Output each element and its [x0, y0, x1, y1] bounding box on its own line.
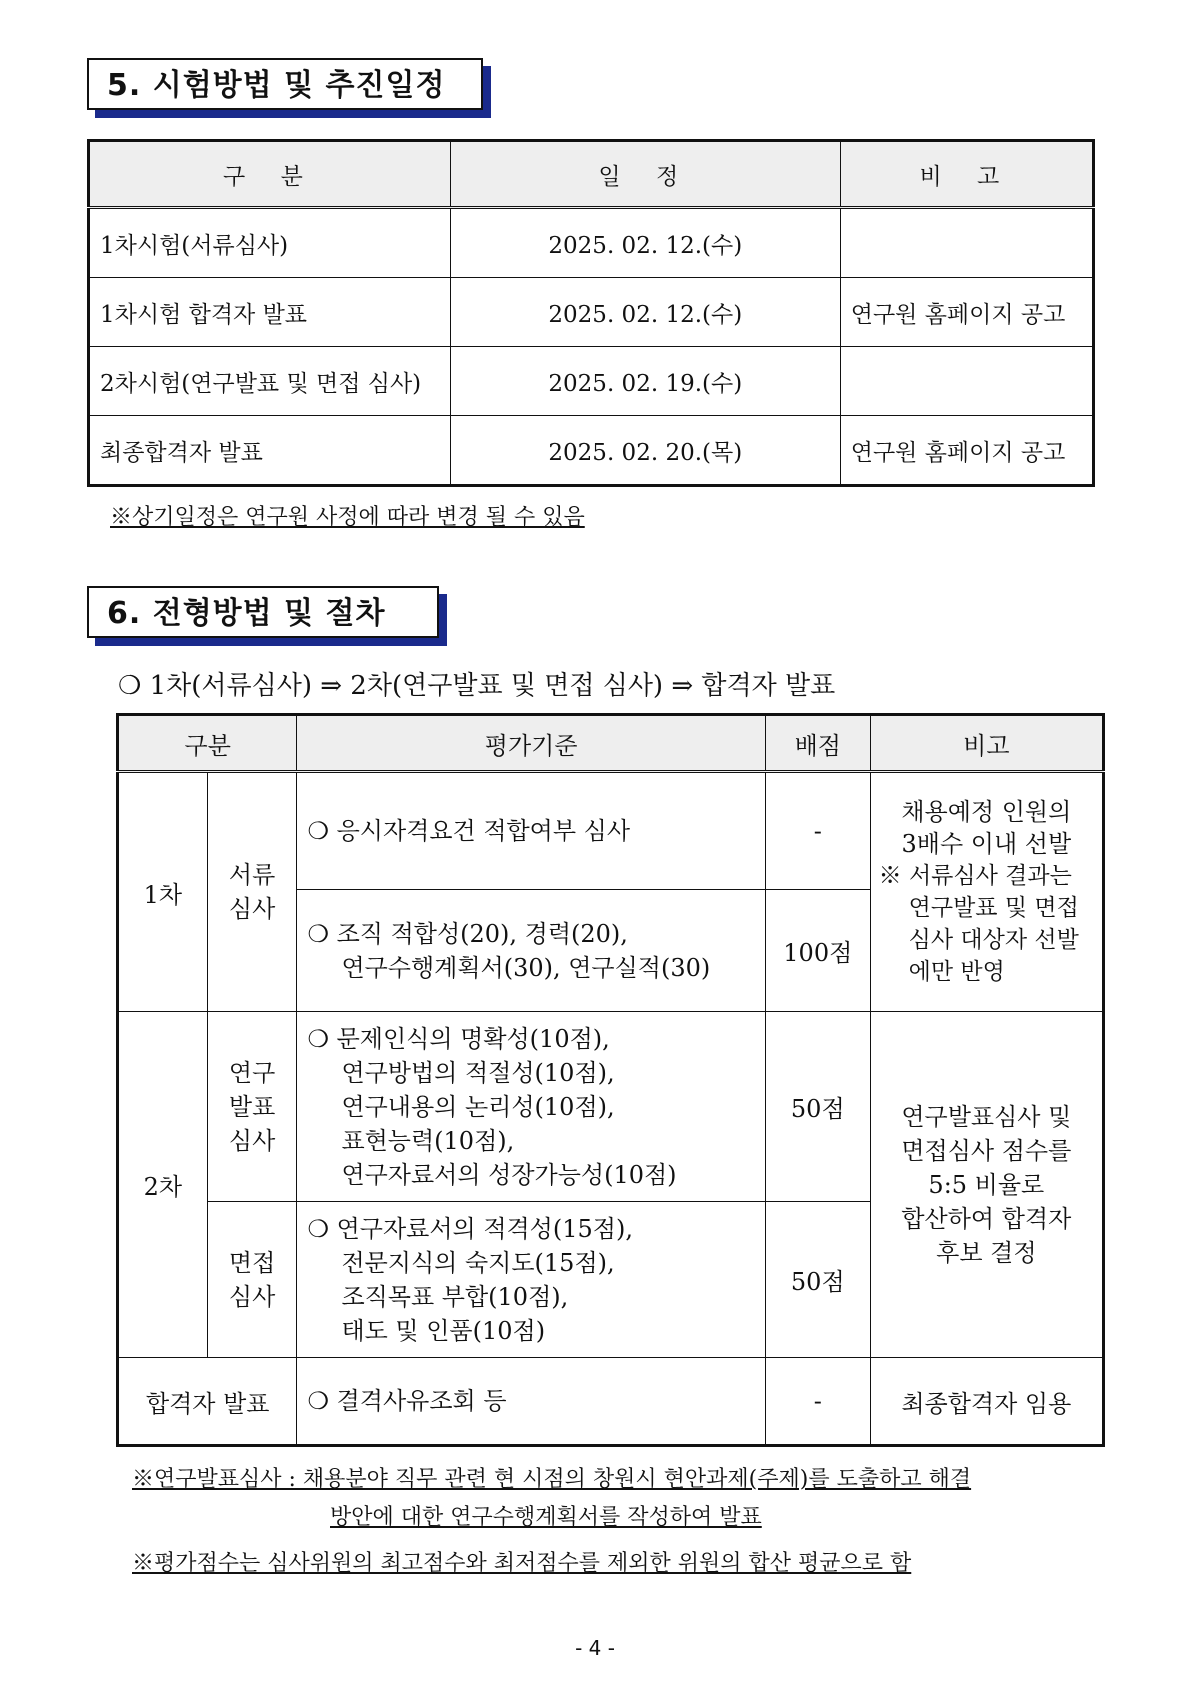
process-flow: ❍ 1차(서류심사) ⇒ 2차(연구발표 및 면접 심사) ⇒ 합격자 발표	[118, 671, 836, 701]
procedure-header-row	[118, 715, 1104, 772]
stage2-sub-line: 연구	[228, 1058, 276, 1087]
remark-line: 면접심사 점수를	[901, 1136, 1072, 1165]
schedule-date: 2025. 02. 12.(수)	[450, 208, 840, 278]
schedule-note: 연구원 홈페이지 공고	[840, 278, 1093, 347]
remark-line: ※ 서류심사 결과는	[878, 863, 1072, 889]
schedule-date: 2025. 02. 20.(목)	[450, 416, 840, 486]
stage2-sub-line: 심사	[228, 1282, 276, 1311]
criteria-line: 표현능력(10점),	[341, 1126, 515, 1155]
schedule-note	[840, 347, 1093, 416]
stage2-criteria-interview	[297, 1202, 765, 1358]
schedule-date: 2025. 02. 19.(수)	[450, 347, 840, 416]
schedule-header-date: 일 정	[450, 141, 840, 208]
criteria-line: 조직목표 부합(10점),	[341, 1282, 569, 1311]
stage3-score: -	[765, 1358, 870, 1446]
criteria-line: ❍ 조직 적합성(20), 경력(20),	[307, 919, 628, 948]
schedule-item: 1차시험 합격자 발표	[89, 278, 451, 347]
stage2-criteria-research	[297, 1012, 765, 1202]
stage2-sub-research	[207, 1012, 297, 1202]
table-row	[89, 278, 1094, 347]
schedule-note	[840, 208, 1093, 278]
stage1-label: 1차	[118, 772, 208, 1012]
remark-line: 심사 대상자 선발	[908, 927, 1079, 953]
remark-line: 합산하여 합격자	[901, 1204, 1072, 1233]
stage3-criteria: ❍ 결격사유조회 등	[297, 1358, 765, 1446]
section6-title: 6. 전형방법 및 절차	[87, 586, 439, 638]
procedure-header-criteria: 평가기준	[297, 715, 765, 772]
schedule-date: 2025. 02. 12.(수)	[450, 278, 840, 347]
schedule-header-item: 구 분	[89, 141, 451, 208]
stage2-remark	[870, 1012, 1103, 1358]
criteria-line: 연구수행계획서(30), 연구실적(30)	[341, 953, 711, 982]
table-row	[118, 1358, 1104, 1446]
remark-line: 후보 결정	[936, 1238, 1037, 1267]
criteria-line: ❍ 연구자료서의 적격성(15점),	[307, 1214, 633, 1243]
schedule-header-row	[89, 141, 1094, 208]
stage2-score-research: 50점	[765, 1012, 870, 1202]
schedule-table	[87, 139, 1095, 487]
page-number: - 4 -	[575, 1636, 615, 1660]
remark-line: 5:5 비율로	[928, 1170, 1045, 1199]
criteria-line: 연구자료서의 성장가능성(10점)	[341, 1160, 677, 1189]
stage1-score-2: 100점	[765, 890, 870, 1012]
table-row	[89, 208, 1094, 278]
schedule-item: 최종합격자 발표	[89, 416, 451, 486]
schedule-item: 2차시험(연구발표 및 면접 심사)	[89, 347, 451, 416]
stage1-criteria-1: ❍ 응시자격요건 적합여부 심사	[297, 772, 765, 890]
stage3-label: 합격자 발표	[118, 1358, 297, 1446]
stage2-label: 2차	[118, 1012, 208, 1358]
schedule-note: 연구원 홈페이지 공고	[840, 416, 1093, 486]
criteria-line: 전문지식의 숙지도(15점),	[341, 1248, 615, 1277]
stage3-remark: 최종합격자 임용	[870, 1358, 1103, 1446]
procedure-header-remark: 비고	[870, 715, 1103, 772]
criteria-line: 연구방법의 적절성(10점),	[341, 1058, 615, 1087]
remark-line: 연구발표 및 면접	[908, 895, 1079, 921]
schedule-footnote: ※상기일정은 연구원 사정에 따라 변경 될 수 있음	[110, 505, 585, 530]
remark-line: 3배수 이내 선발	[901, 830, 1072, 858]
schedule-header-note: 비 고	[840, 141, 1093, 208]
stage1-sub	[207, 772, 297, 1012]
table-row	[89, 347, 1094, 416]
table-row	[89, 416, 1094, 486]
stage2-sub-interview	[207, 1202, 297, 1358]
schedule-item: 1차시험(서류심사)	[89, 208, 451, 278]
criteria-line: 연구내용의 논리성(10점),	[341, 1092, 615, 1121]
stage1-score-1: -	[765, 772, 870, 890]
remark-line: 연구발표심사 및	[901, 1102, 1072, 1131]
remark-line: 에만 반영	[908, 959, 1005, 985]
stage1-sub-line: 심사	[228, 895, 276, 923]
procedure-table	[116, 713, 1105, 1447]
table-row	[118, 772, 1104, 890]
procedure-header-score: 배점	[765, 715, 870, 772]
criteria-line: 태도 및 인품(10점)	[341, 1316, 546, 1345]
research-presentation-note-2: 방안에 대한 연구수행계획서를 작성하여 발표	[330, 1505, 762, 1530]
criteria-line: ❍ 문제인식의 명확성(10점),	[307, 1024, 610, 1053]
table-row	[118, 1012, 1104, 1202]
stage1-sub-line: 서류	[228, 861, 276, 889]
stage2-sub-line: 발표	[228, 1092, 276, 1121]
stage1-criteria-2	[297, 890, 765, 1012]
research-presentation-note-1: ※연구발표심사 : 채용분야 직무 관련 현 시점의 창원시 현안과제(주제)를 도출하고 해결	[132, 1467, 972, 1492]
stage2-sub-line: 심사	[228, 1126, 276, 1155]
remark-line: 채용예정 인원의	[901, 798, 1072, 826]
section5-title: 5. 시험방법 및 추진일정	[87, 58, 483, 110]
stage2-sub-line: 면접	[228, 1248, 276, 1277]
procedure-header-category: 구분	[118, 715, 297, 772]
stage1-remark	[870, 772, 1103, 1012]
scoring-note: ※평가점수는 심사위원의 최고점수와 최저점수를 제외한 위원의 합산 평균으로 함	[132, 1551, 912, 1576]
stage2-score-interview: 50점	[765, 1202, 870, 1358]
